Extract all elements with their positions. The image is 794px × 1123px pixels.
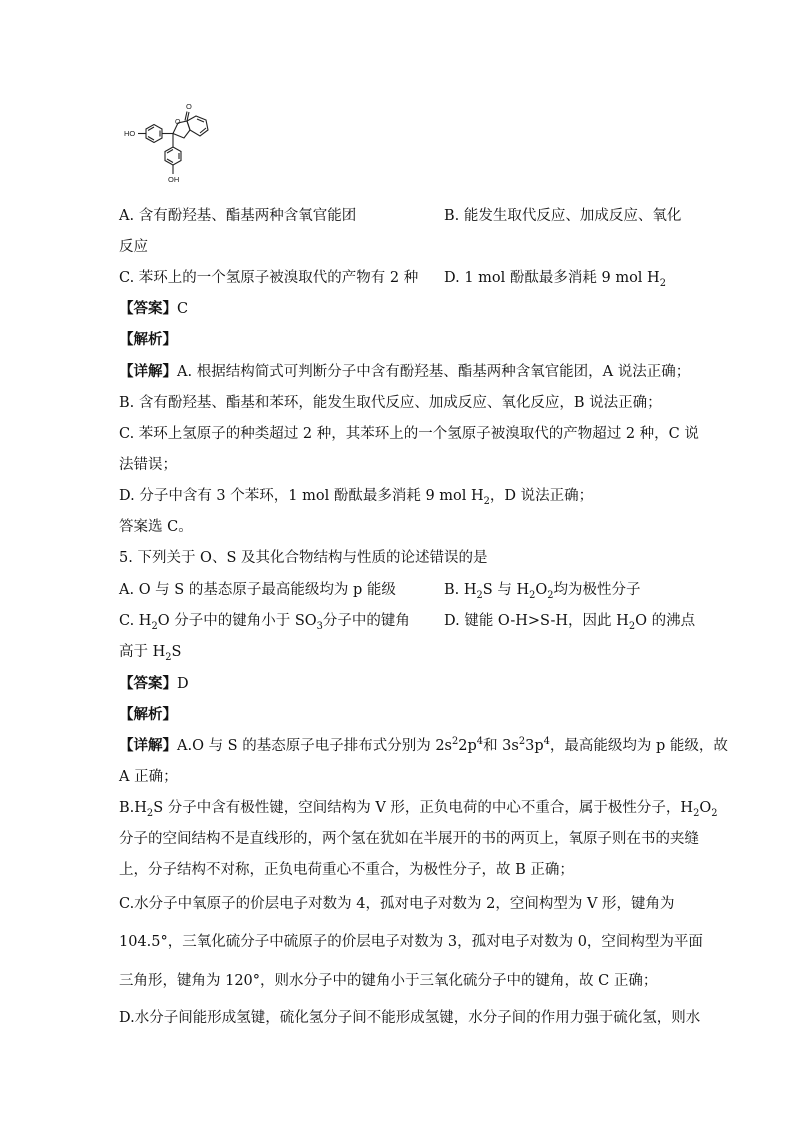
q4-detail-b: B. 含有酚羟基、酯基和苯环，能发生取代反应、加成反应、氧化反应，B 说法正确； (119, 395, 662, 411)
q5-detail-c-line2: 104.5°，三氧化硫分子中硫原子的价层电子对数为 3，孤对电子对数为 0，空间构型为平面 (119, 934, 703, 950)
q5-detail-b-line3: 上，分子结构不对称，正负电荷重心不重合，为极性分子，故 B 正确； (119, 862, 574, 878)
q5-detail-b-line2: 分子的空间结构不是直线形的，两个氢在犹如在半展开的书的两页上，氧原子则在书的夹缝 (119, 831, 699, 847)
ring-o-label: O (175, 119, 181, 126)
q4-analysis-label: 【解析】 (119, 331, 177, 348)
q4-conclusion: 答案选 C。 (119, 519, 193, 535)
q5-option-b: B. $H_2S$ 与 $H_2O_2$均为极性分子 (444, 582, 641, 601)
q5-detail-a-line2: A 正确； (119, 769, 178, 785)
q4-option-b-line2: 反应 (119, 239, 148, 255)
phenolphthalein-structure (118, 100, 228, 192)
q4-detail-a: 【详解】A. 根据结构简式可判断分子中含有酚羟基、酯基两种含氧官能团，A 说法正确； (119, 363, 691, 380)
q5-stem: 5. 下列关于 O、S 及其化合物结构与性质的论述错误的是 (119, 550, 488, 566)
hydroxyl-bottom-label: OH (168, 175, 180, 184)
q4-option-a: A. 含有酚羟基、酯基两种含氧官能团 (119, 208, 357, 224)
q5-analysis-label: 【解析】 (119, 706, 177, 723)
q5-option-d-line1: D. 键能 O-H>S-H，因此 $H_2O$ 的沸点 (444, 613, 696, 632)
q5-option-c: C. $H_2O$ 分子中的键角小于 $SO_3$分子中的键角 (119, 613, 410, 632)
hydroxyl-left-label: HO (124, 129, 136, 138)
q5-option-d-line2: 高于 $H_2S$ (119, 644, 182, 663)
q4-detail-c-line2: 法错误； (119, 457, 177, 473)
q5-detail-b-line1: $B.H_2S$ 分子中含有极性键，空间结构为 V 形，正负电荷的中心不重合，属于极性分子，$H_2O_2$ (119, 800, 718, 819)
q4-detail-c-line1: C. 苯环上氢原子的种类超过 2 种，其苯环上的一个氢原子被溴取代的产物超过 2 种，C 说 (119, 426, 699, 442)
q4-detail-d: D. 分子中含有 3 个苯环，1 mol 酚酞最多消耗 9 mol $H_2$，D 说法正确； (119, 488, 594, 507)
q4-option-c: C. 苯环上的一个氢原子被溴取代的产物有 2 种 (119, 270, 419, 286)
q5-detail-c-line3: 三角形，键角为 120°，则水分子中的键角小于三氧化硫分子中的键角，故 C 正确； (119, 973, 658, 989)
q5-answer: 【答案】D (119, 675, 189, 692)
q5-detail-a-line1: 【详解】A.O 与 S 的基态原子电子排布式分别为 $2s^22p^4$和 $3s^23p^4$，最高能级均为 p 能级，故 (119, 736, 728, 754)
q4-option-d: D. 1 mol 酚酞最多消耗 9 mol $H_2$ (444, 270, 666, 289)
q5-detail-d-line1: D.水分子间能形成氢键，硫化氢分子间不能形成氢键，水分子间的作用力强于硫化氢，则水 (119, 1010, 701, 1026)
q5-option-a: A. O 与 S 的基态原子最高能级均为 p 能级 (119, 582, 396, 598)
carbonyl-o-label: O (186, 102, 192, 111)
q5-detail-c-line1: C.水分子中氧原子的价层电子对数为 4，孤对电子对数为 2，空间构型为 V 形，键角为 (119, 896, 675, 912)
q4-option-b-line1: B. 能发生取代反应、加成反应、氧化 (444, 208, 682, 224)
q4-answer: 【答案】C (119, 300, 189, 317)
